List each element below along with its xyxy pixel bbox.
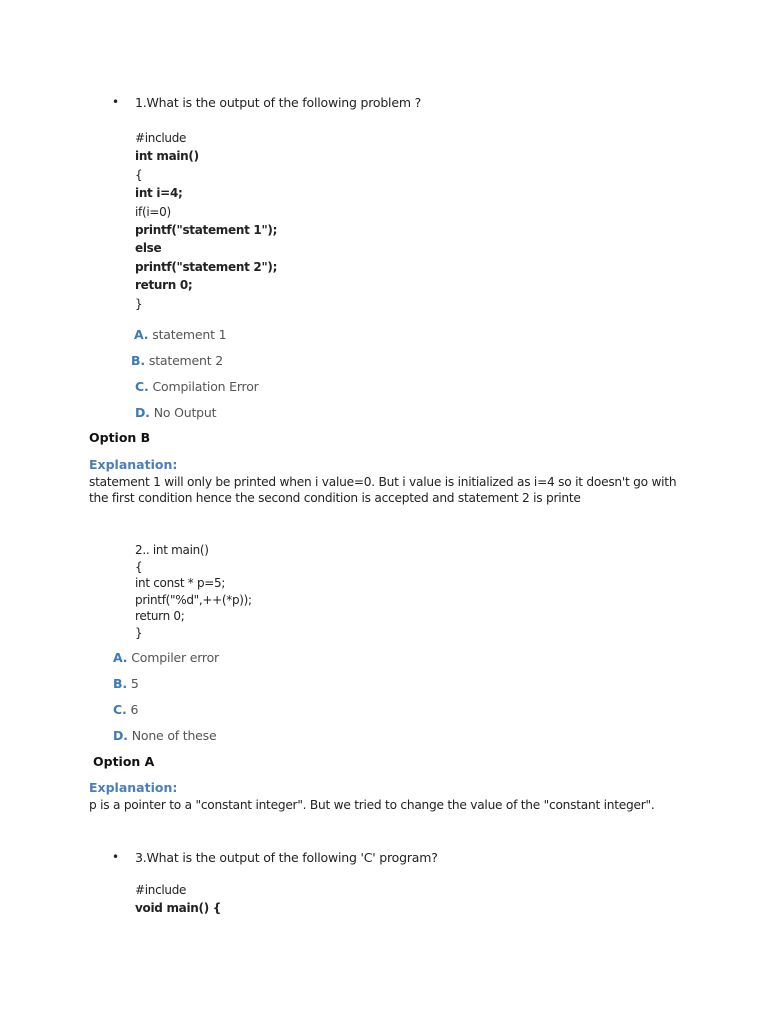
option-text: No Output	[153, 405, 217, 420]
question-2-answer: Option A	[93, 754, 155, 769]
question-1-option-b	[131, 353, 223, 368]
code-line: return 0;	[135, 278, 193, 293]
code-line: printf("statement 1");	[135, 223, 278, 238]
question-2-explanation: p is a pointer to a "constant integer". But we tried to change the value of the "constant integer".	[89, 798, 655, 812]
question-2-code-block	[135, 542, 252, 641]
option-text: statement 1	[152, 327, 227, 342]
question-3-code-block	[135, 881, 221, 918]
list-bullet: •	[112, 95, 120, 109]
code-line: int const * p=5;	[135, 576, 226, 590]
question-1-option-c	[135, 379, 259, 394]
code-line: 2.. int main()	[135, 543, 209, 557]
question-2-option-d	[113, 728, 216, 743]
option-text: Compilation Error	[152, 379, 259, 394]
option-label: A.	[134, 327, 149, 342]
option-text: Compiler error	[131, 650, 219, 665]
option-text: 6	[130, 702, 139, 717]
question-2-explanation-heading: Explanation:	[89, 780, 178, 795]
code-line: if(i=0)	[135, 204, 171, 219]
option-label: D.	[113, 728, 128, 743]
question-2-option-b	[113, 676, 139, 691]
code-line: int i=4;	[135, 186, 183, 201]
option-label: D.	[135, 405, 150, 420]
question-2-option-c	[113, 702, 138, 717]
question-1-option-d	[135, 405, 216, 420]
option-text: None of these	[131, 728, 217, 743]
code-line: printf("%d",++(*p));	[135, 592, 252, 607]
code-line: {	[135, 559, 143, 574]
code-line: #include	[135, 131, 187, 145]
code-line: printf("statement 2");	[135, 259, 278, 274]
code-line: void main() {	[135, 901, 221, 916]
code-line: return 0;	[135, 609, 185, 623]
option-label: A.	[113, 650, 128, 665]
question-1-explanation: statement 1 will only be printed when i value=0. But i value is initialized as i=4 so it doesn't go with the first condition hence the second condition is accepted and statement 2 is printe	[89, 475, 677, 505]
list-bullet: •	[112, 850, 120, 864]
code-line: {	[135, 167, 143, 182]
question-2-option-a	[113, 650, 219, 665]
option-label: C.	[135, 379, 149, 394]
question-1-answer: Option B	[89, 430, 151, 445]
option-text: 5	[130, 676, 139, 691]
option-label: B.	[131, 353, 145, 368]
question-1-code-block	[135, 129, 277, 313]
code-line: else	[135, 241, 162, 256]
option-label: B.	[113, 676, 127, 691]
question-1-option-a	[134, 327, 226, 342]
question-1-explanation-heading: Explanation:	[89, 457, 178, 472]
option-label: C.	[113, 702, 127, 717]
code-line: #include	[135, 883, 187, 897]
question-1-text: 1.What is the output of the following problem ?	[135, 95, 421, 110]
code-line: int main()	[135, 149, 199, 164]
question-3-text: 3.What is the output of the following 'C' program?	[135, 850, 438, 865]
code-line: }	[135, 296, 143, 311]
code-line: }	[135, 625, 143, 640]
option-text: statement 2	[148, 353, 223, 368]
